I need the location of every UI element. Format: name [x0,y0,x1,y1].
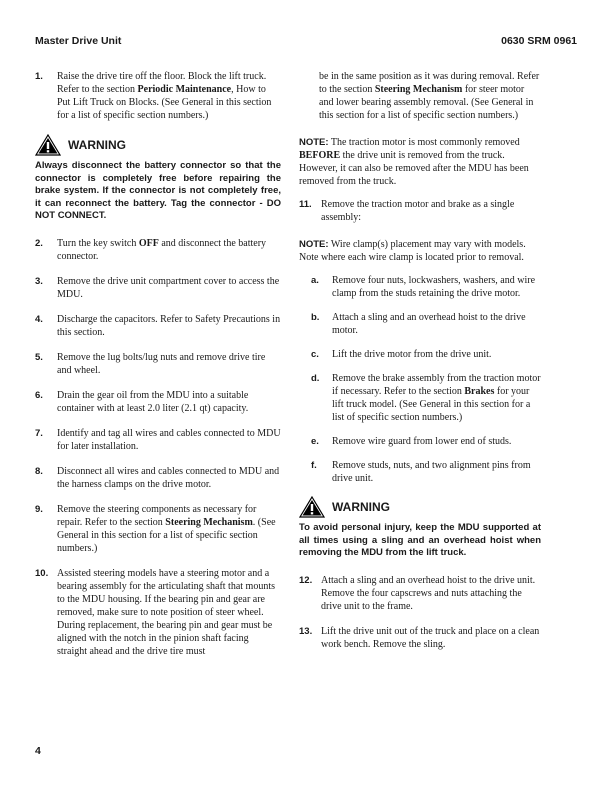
step-10-continued [299,70,541,122]
step-3 [35,275,281,301]
left-column [35,70,281,670]
note-label: NOTE: [299,239,329,250]
warning-header [35,134,281,156]
substep-text: Attach a sling and an overhead hoist to the drive motor. [332,312,526,336]
note-traction-motor [299,136,541,188]
step-text: Disconnect all wires and cables connected to MDU and the harness clamps on the drive motor. [57,465,280,490]
step-text: Assisted steering models have a steering motor and a bearing assembly for the articulating shaft that mounts to the MDU housing. If the bearing pin and gear are removed, make sure to note position of steer wheel. During replacement, the bearing pin and gear must be aligned with the notch in the pinion shaft facing straight ahead and the drive tire must [57,567,275,657]
step-5 [35,351,281,377]
section-reference: Steering Mechanism [374,84,463,95]
substep-f [299,459,541,485]
step-text: Discharge the capacitors. Refer to Safety Precautions in this section. [57,313,281,338]
step-11 [299,198,541,224]
step-text: Identify and tag all wires and cables connected to MDU for later installation. [57,427,281,452]
substep-c [299,348,541,361]
step-text: . (See General in this section for a list of specific section numbers.) [57,516,276,554]
warning-title: WARNING [332,500,390,514]
step-text: Raise the drive tire off the floor. Block the lift truck. Refer to the section [57,71,267,95]
step-text: Drain the gear oil from the MDU into a suitable container with at least 2.0 liter (2.1 qt) capacity. [57,389,249,414]
step-text: for steer motor and lower bearing assembly removal. (See General in this section for a list of specific section numbers.) [319,84,534,121]
warning-text: To avoid personal injury, keep the MDU supported at all times using a sling and an overhead hoist when removing the MDU from the lift truck. [299,522,541,558]
step-number: 10. [35,567,49,579]
substep-letter: f. [311,460,317,471]
page-number: 4 [35,745,41,757]
header-doc-number: 0630 SRM 0961 [501,35,577,47]
step-number: 1. [35,71,43,82]
step-text: Turn the key switch [57,237,139,249]
step-2 [35,237,281,263]
step-number: 4. [35,313,43,325]
step-text: , How to Put Lift Truck on Blocks. (See General in this section for a list of specific section numbers.) [57,84,272,121]
step-text: Lift the drive unit out of the truck and place on a clean work bench. Remove the sling. [321,625,540,650]
substep-text: Lift the drive motor from the drive unit. [332,349,492,360]
step-text: Remove the lug bolts/lug nuts and remove drive tire and wheel. [57,351,266,376]
step-number: 6. [35,389,43,401]
substep-text: Remove studs, nuts, and two alignment pins from drive unit. [332,460,531,484]
step-8 [35,465,281,491]
substep-d [299,372,541,424]
section-reference: Steering Mechanism [165,516,253,528]
step-number: 7. [35,427,43,439]
step-text: Attach a sling and an overhead hoist to the drive unit. Remove the four capscrews and nuts attaching the drive unit to the frame. [321,574,536,612]
substep-text: for your lift truck model. (See General in this section for a list of specific section numbers.) [332,386,531,423]
step-number: 8. [35,465,43,477]
header-title: Master Drive Unit [35,35,122,47]
key-switch-state: OFF [138,237,159,249]
step-9 [35,503,281,555]
right-column [299,70,541,663]
substep-letter: d. [311,373,320,384]
step-number: 11. [299,199,312,210]
step-12 [299,574,541,613]
warning-text: Always disconnect the battery connector so that the connector is completely free before repairing the brake system. If the connector is not completely free, it can reconnect the battery. Tag the connector - DO NOT CONNECT. [35,160,281,221]
step-text: and disconnect the battery connector. [57,237,267,262]
note-label: NOTE: [299,137,329,148]
section-reference: Brakes [464,386,495,397]
step-number: 12. [299,574,313,586]
substep-a [299,274,541,300]
step-number: 2. [35,237,43,249]
substep-e [299,435,541,448]
substep-text: Remove wire guard from lower end of studs. [332,436,512,447]
note-text: The traction motor is most commonly removed [328,137,520,148]
substep-text: Remove four nuts, lockwashers, washers, and wire clamp from the studs retaining the drive motor. [332,275,536,299]
step-text: Remove the drive unit compartment cover to access the MDU. [57,275,280,300]
step-1 [35,70,281,122]
step-number: 5. [35,351,43,363]
step-13 [299,625,541,651]
note-wire-clamp [299,238,541,264]
warning-title: WARNING [68,138,126,152]
step-7 [35,427,281,453]
step-text: be in the same position as it was during removal. Refer to the section [319,71,540,95]
note-text: Wire clamp(s) placement may vary with models. Note where each wire clamp is located prior to removal. [299,239,526,263]
substep-letter: b. [311,312,320,323]
step-number: 9. [35,503,43,515]
warning-triangle-icon [35,134,61,156]
substep-b [299,311,541,337]
step-text: Remove the traction motor and brake as a single assembly: [321,199,515,223]
note-emphasis: BEFORE [299,150,341,161]
step-4 [35,313,281,339]
step-6 [35,389,281,415]
warning-triangle-icon [299,496,325,518]
step-number: 3. [35,275,43,287]
substep-text: Remove the brake assembly from the traction motor if necessary. Refer to the section [332,373,541,397]
warning-header [299,496,541,518]
step-10 [35,567,281,658]
step-number: 13. [299,625,313,637]
substep-letter: a. [311,275,319,286]
section-reference: Periodic Maintenance [137,84,232,95]
substep-letter: c. [311,349,319,360]
note-text: the drive unit is removed from the truck. However, it can also be removed after the MDU has been removed from the truck. [299,150,529,187]
substep-letter: e. [311,436,319,447]
step-text: Remove the steering components as necessary for repair. Refer to the section [57,503,257,528]
